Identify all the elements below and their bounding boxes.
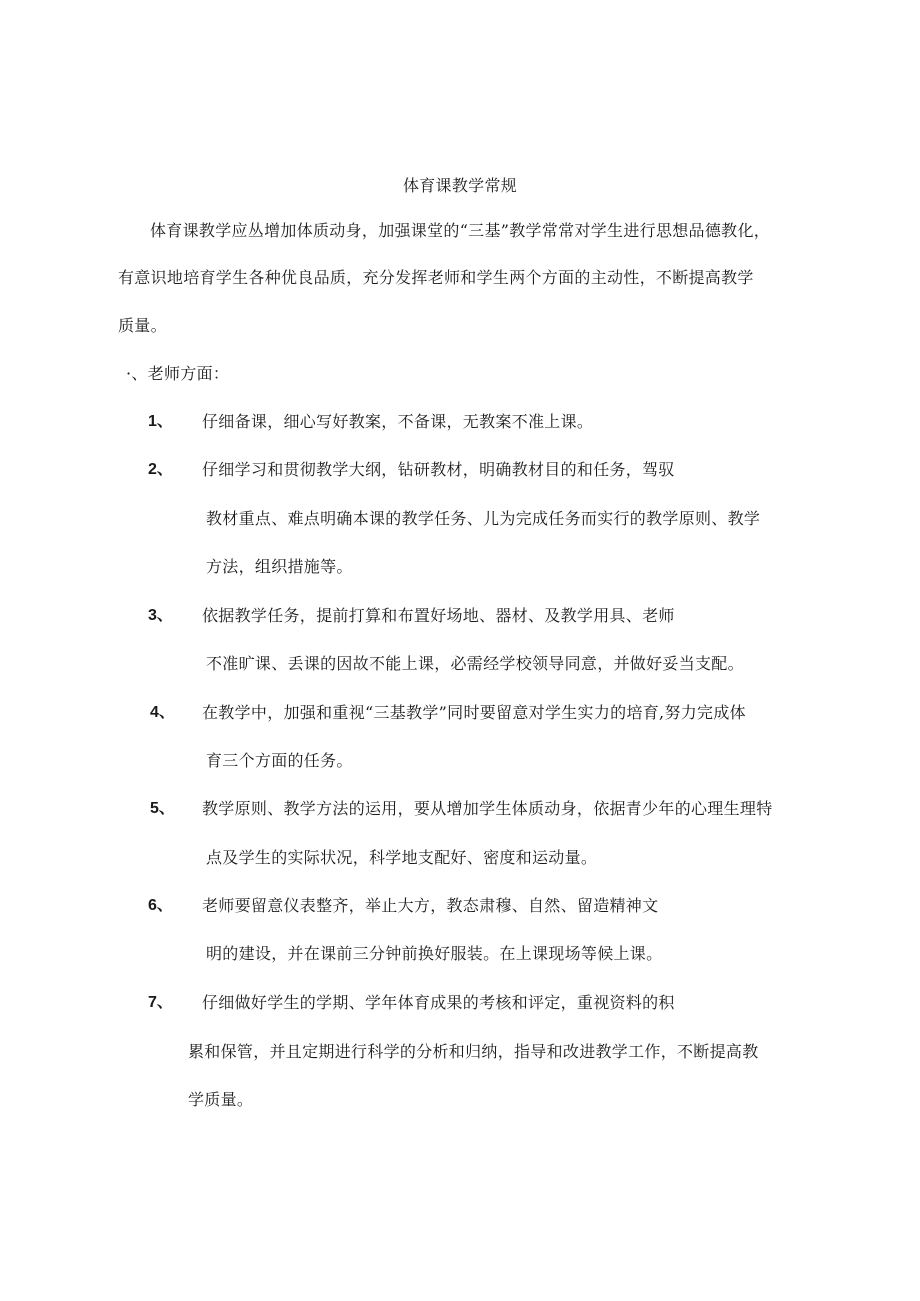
item-line: 点及学生的实际状况，科学地支配好、密度和运动量。 [206,848,598,867]
item-number: 3、 [148,607,173,624]
intro-line: 有意识地培育学生各种优良品质，充分发挥老师和学生两个方面的主动性，不断提高教学 [118,268,754,287]
document-title: 体育课教学常规 [402,176,518,195]
item-line: 明的建设，并在课前三分钟前换好服装。在上课现场等候上课。 [206,944,663,963]
item-number: 5、 [150,800,175,817]
item-number: 4、 [150,704,175,721]
item-line: 不准旷课、丢课的因故不能上课，必需经学校领导同意，并做好妥当支配。 [206,654,744,673]
item-number: 2、 [148,461,173,478]
intro-line: 体育课教学应丛增加体质动身，加强课堂的“三基”教学常常对学生进行思想品德教化， [150,221,771,240]
item-line: 仔细备课，细心写好教案，不备课，无教案不准上课。 [202,412,594,431]
item-line: 在教学中，加强和重视“三基教学”同时要留意对学生实力的培育,努力完成体 [202,703,746,722]
item-number: 7、 [148,994,173,1011]
item-line: 方法，组织措施等。 [206,557,353,576]
item-line: 依据教学任务，提前打算和布置好场地、器材、及教学用具、老师 [202,606,675,625]
section-heading: ·、老师方面： [126,364,230,383]
item-line: 学质量。 [188,1090,254,1109]
item-number: 1、 [148,413,173,430]
item-line: 仔细学习和贯彻教学大纲，钻研教材，明确教材目的和任务，驾驭 [202,460,675,479]
item-line: 老师要留意仪表整齐，举止大方，教态肃穆、自然、留造精神文 [202,896,659,915]
item-line: 教材重点、难点明确本课的教学任务、儿为完成任务而实行的教学原则、教学 [206,509,761,528]
item-number: 6、 [148,897,173,914]
intro-line: 质量。 [118,316,167,335]
item-line: 教学原则、教学方法的运用，要从增加学生体质动身，依据青少年的心理生理特 [202,799,773,818]
item-line: 累和保管，并且定期进行科学的分析和归纳，指导和改进教学工作，不断提高教 [188,1042,759,1061]
item-line: 仔细做好学生的学期、学年体育成果的考核和评定，重视资料的积 [202,993,675,1012]
item-line: 育三个方面的任务。 [206,751,353,770]
